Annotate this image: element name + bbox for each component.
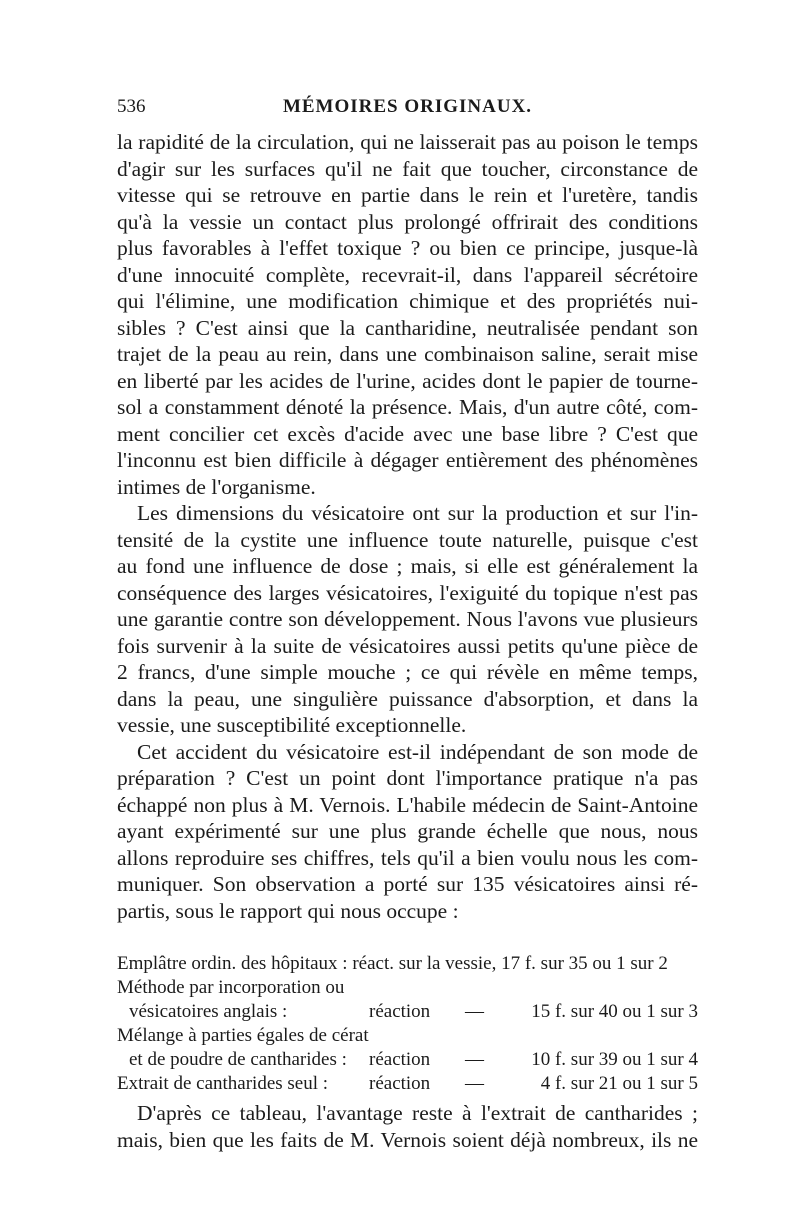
text-line: Les dimensions du vésicatoire ont sur la production et sur l'in- — [137, 501, 698, 525]
table-reaction: réaction — [369, 1001, 431, 1022]
text-line: une garantie contre son développement. Nous l'avons vue plusieurs — [117, 607, 698, 631]
table-dash: — — [465, 1001, 484, 1022]
table-dash: — — [465, 1073, 484, 1094]
table-result: 15 f. sur 40 ou 1 sur 3 — [531, 1001, 698, 1022]
text-line: sibles ? C'est ainsi que la cantharidine, neutralisée pendant son — [117, 315, 698, 340]
text-line: vessie, une susceptibilité exceptionnelle. — [117, 713, 467, 737]
table-label: Extrait de cantharides seul : — [117, 1073, 329, 1094]
table-row — [117, 952, 698, 976]
table-row — [117, 1024, 698, 1048]
table-reaction: réaction — [369, 1073, 431, 1094]
text-line: d'une innocuité complète, recevrait-il, dans l'appareil sécrétoire — [117, 262, 698, 287]
text-line: trajet de la peau au rein, dans une combinaison saline, serait mise — [117, 342, 698, 366]
text-line: l'inconnu est bien difficile à dégager entièrement des phénomènes — [117, 448, 698, 472]
text-line: dans la peau, une singulière puissance d'absorption, et dans la — [117, 686, 698, 711]
text-line: plus favorables à l'effet toxique ? ou bien ce principe, jusque-là — [117, 236, 698, 260]
table-dash: — — [465, 1049, 484, 1070]
table-result: 10 f. sur 39 ou 1 sur 4 — [531, 1049, 698, 1070]
table-row-text: Emplâtre ordin. des hôpitaux : réact. sur la vessie, 17 f. sur 35 ou 1 sur 2 — [117, 953, 668, 974]
running-head — [117, 96, 698, 124]
text-line: qu'à la vessie un contact plus prolongé offrirait des conditions — [117, 209, 698, 234]
text-line: ayant expérimenté sur une plus grande échelle que nous, nous — [117, 819, 698, 843]
body-text — [117, 129, 698, 924]
text-line: au fond une influence de dose ; mais, si elle est généralement la — [117, 554, 698, 578]
text-line: D'après ce tableau, l'avantage reste à l'extrait de cantharides ; — [137, 1101, 698, 1125]
text-line: 2 francs, d'une simple mouche ; ce qui révèle en même temps, — [117, 660, 698, 684]
text-line: fois survenir à la suite de vésicatoires aussi petits qu'une pièce de — [117, 633, 698, 658]
table-reaction: réaction — [369, 1049, 431, 1070]
table-label: Mélange à parties égales de cérat — [117, 1025, 369, 1046]
table-label: Méthode par incorporation ou — [117, 977, 345, 998]
running-title: MÉMOIRES ORIGINAUX. — [282, 96, 533, 117]
text-line: conséquence des larges vésicatoires, l'exiguité du topique n'est pas — [117, 580, 698, 605]
closing-text — [117, 1100, 698, 1153]
text-line: la rapidité de la circulation, qui ne laisserait pas au poison le temps — [117, 130, 698, 154]
text-line: allons reproduire ses chiffres, tels qu'il a bien voulu nous les com- — [117, 845, 698, 870]
table-row — [117, 1048, 698, 1072]
text-line: qui l'élimine, une modification chimique et des propriétés nui- — [117, 289, 698, 313]
table-row — [117, 1072, 698, 1096]
page-number: 536 — [117, 96, 146, 117]
text-line: en liberté par les acides de l'urine, acides dont le papier de tourne- — [117, 368, 698, 393]
text-line: muniquer. Son observation a porté sur 135 vésicatoires ainsi ré- — [117, 872, 698, 896]
text-line: échappé non plus à M. Vernois. L'habile médecin de Saint-Antoine — [117, 792, 698, 817]
text-line: partis, sous le rapport qui nous occupe : — [117, 898, 459, 923]
text-line: sol a constamment dénoté la présence. Mais, d'un autre côté, com- — [117, 395, 698, 419]
table-label: et de poudre de cantharides : — [129, 1049, 347, 1070]
text-line: mais, bien que les faits de M. Vernois soient déjà nombreux, ils ne — [117, 1127, 698, 1152]
results-table — [117, 952, 698, 1096]
table-row — [117, 1000, 698, 1024]
text-line: Cet accident du vésicatoire est-il indépendant de son mode de — [137, 739, 698, 764]
table-row — [117, 976, 698, 1000]
table-result: 4 f. sur 21 ou 1 sur 5 — [540, 1073, 698, 1094]
text-line: ment concilier cet excès d'acide avec une base libre ? C'est que — [117, 421, 698, 446]
table-label: vésicatoires anglais : — [129, 1001, 288, 1022]
text-line: tensité de la cystite une influence toute naturelle, puisque c'est — [117, 527, 698, 552]
text-line: préparation ? C'est un point dont l'importance pratique n'a pas — [117, 766, 698, 790]
text-line: intimes de l'organisme. — [117, 474, 316, 499]
text-line: vitesse qui se retrouve en partie dans le rein et l'uretère, tandis — [117, 183, 698, 207]
text-line: d'agir sur les surfaces qu'il ne fait que toucher, circonstance de — [117, 156, 698, 181]
